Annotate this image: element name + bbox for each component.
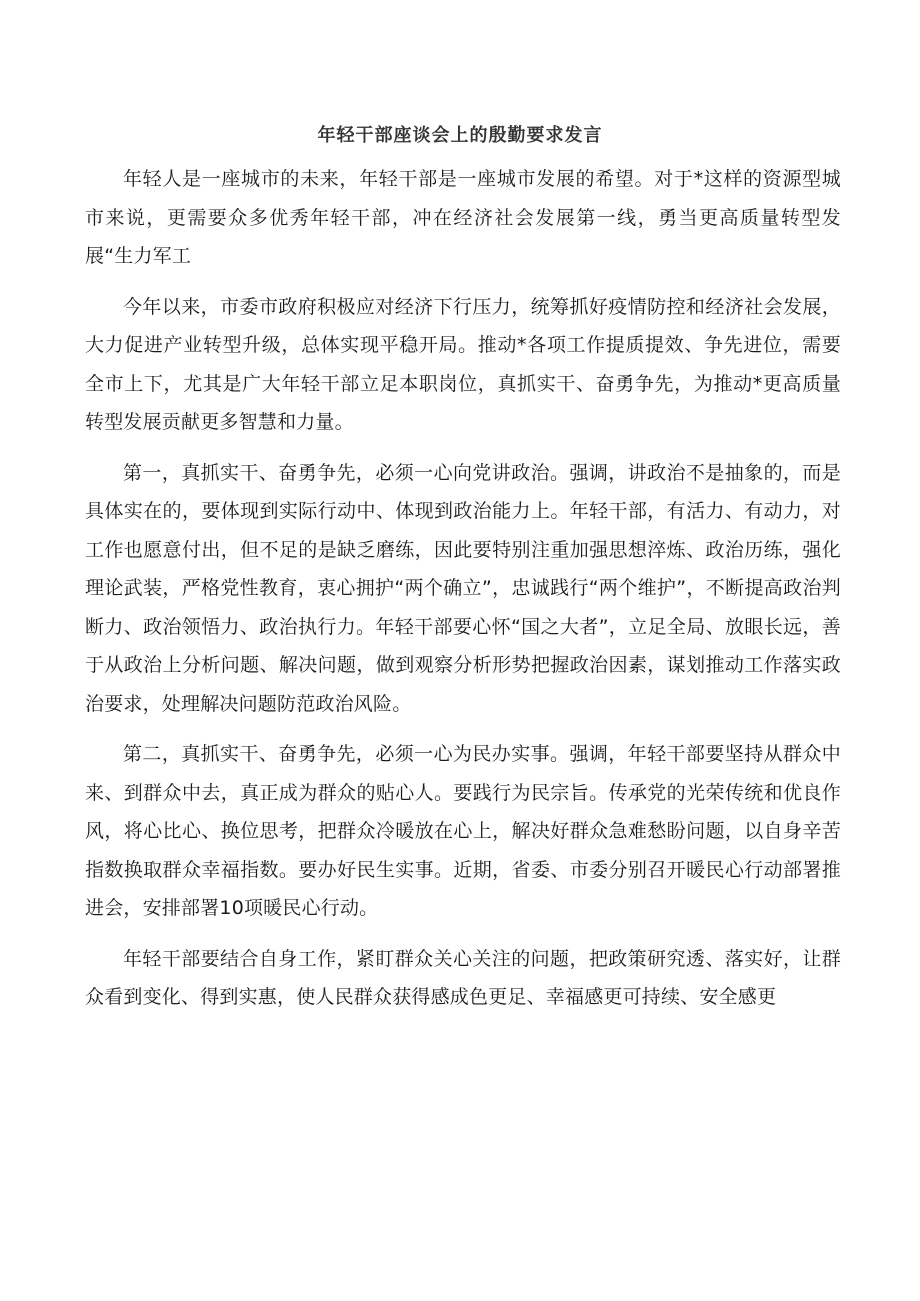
paragraph-continuation: 年轻干部要结合自身工作，紧盯群众关心关注的问题，把政策研究透、落实好，让群众看到变化、得到实惠，使人民群众获得感成色更足、幸福感更可持续、安全感更 [85, 947, 841, 1008]
document-body [85, 160, 841, 1029]
paragraph-context: 今年以来，市委市政府积极应对经济下行压力，统筹抓好疫情防控和经济社会发展，大力促进产业转型升级，总体实现平稳开局。推动*各项工作提质提效、争先进位，需要全市上下，尤其是广大年轻干部立足本职岗位，真抓实干、奋勇争先，为推动*更高质量转型发展贡献更多智慧和力量。 [85, 295, 841, 433]
paragraph-first-point: 第一，真抓实干、奋勇争先，必须一心向党讲政治。强调，讲政治不是抽象的，而是具体实在的，要体现到实际行动中、体现到政治能力上。年轻干部，有活力、有动力，对工作也愿意付出，但不足的是缺乏磨练，因此要特别注重加强思想淬炼、政治历练，强化理论武装，严格党性教育，衷心拥护“两个确立”，忠诚践行“两个维护”，不断提高政治判断力、政治领悟力、政治执行力。年轻干部要心怀“国之大者”，立足全局、放眼长远，善于从政治上分析问题、解决问题，做到观察分析形势把握政治因素，谋划推动工作落实政治要求，处理解决问题防范政治风险。 [85, 461, 841, 715]
paragraph-intro: 年轻人是一座城市的未来，年轻干部是一座城市发展的希望。对于*这样的资源型城市来说，更需要众多优秀年轻干部，冲在经济社会发展第一线，勇当更高质量转型发展“生力军工 [85, 168, 841, 267]
paragraph-second-point: 第二，真抓实干、奋勇争先，必须一心为民办实事。强调，年轻干部要坚持从群众中来、到群众中去，真正成为群众的贴心人。要践行为民宗旨。传承党的光荣传统和优良作风，将心比心、换位思考，把群众冷暖放在心上，解决好群众急难愁盼问题，以自身辛苦指数换取群众幸福指数。要办好民生实事。近期，省委、市委分别召开暖民心行动部署推进会，安排部署10项暖民心行动。 [85, 743, 841, 919]
document-title: 年轻干部座谈会上的殷勤要求发言 [317, 125, 603, 146]
